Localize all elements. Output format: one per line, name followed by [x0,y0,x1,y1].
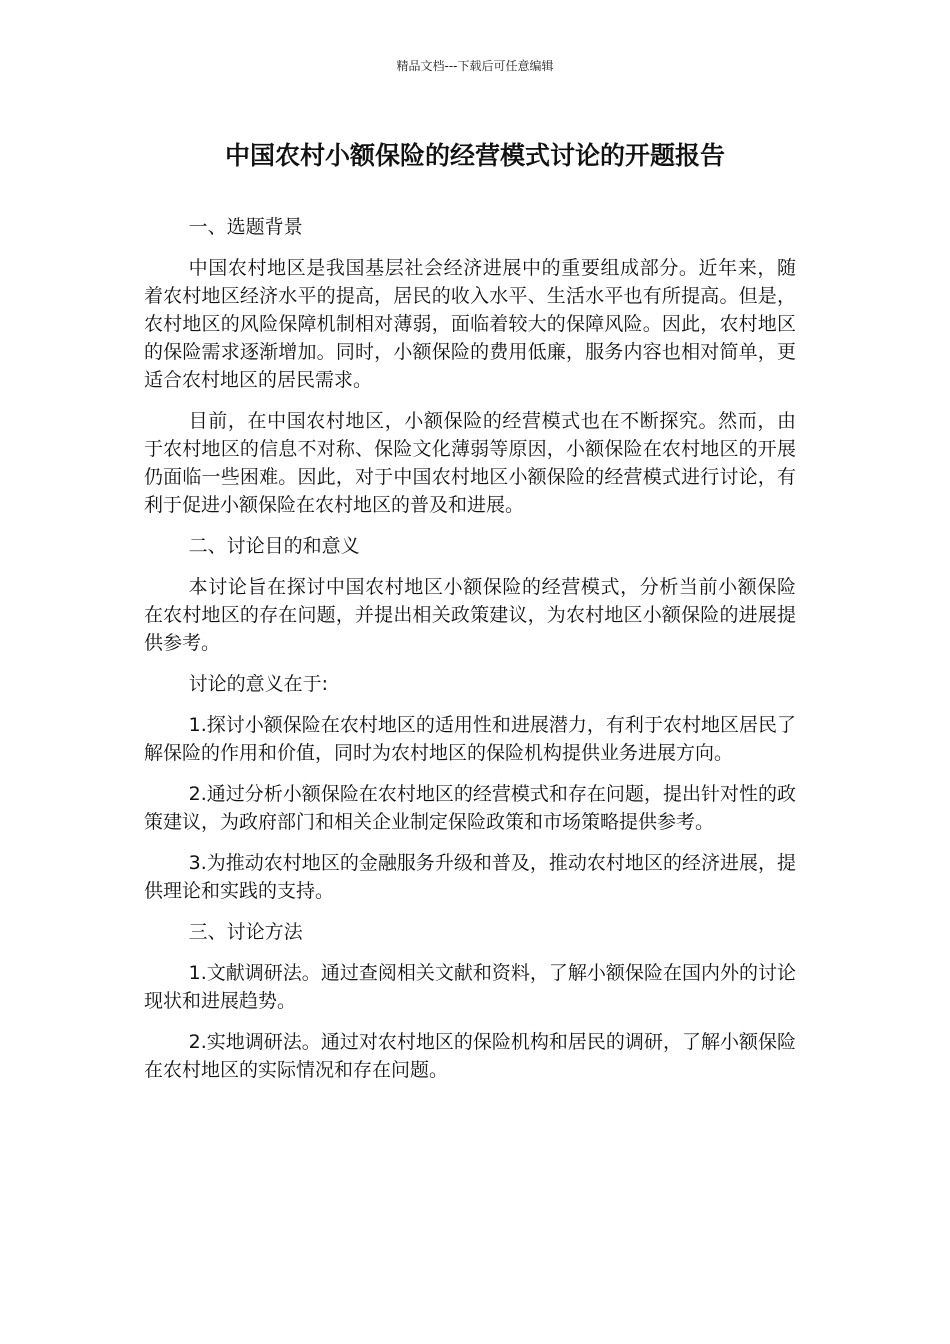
paragraph: 中国农村地区是我国基层社会经济进展中的重要组成部分。近年来，随着农村地区经济水平的提高，居民的收入水平、生活水平也有所提高。但是，农村地区的风险保障机制相对薄弱，面临着较大的保障风险。因此，农村地区的保险需求逐渐增加。同时，小额保险的费用低廉，服务内容也相对简单，更适合农村地区的居民需求。 [144,257,796,391]
document-body [144,213,796,1097]
document-title: 中国农村小额保险的经营模式讨论的开题报告 [224,141,725,170]
page-header-note: 精品文档---下载后可任意编辑 [396,59,554,73]
section-heading-method: 三、讨论方法 [188,921,303,943]
paragraph: 本讨论旨在探讨中国农村地区小额保险的经营模式，分析当前小额保险在农村地区的存在问题，并提出相关政策建议，为农村地区小额保险的进展提供参考。 [144,576,796,654]
section-heading-background: 一、选题背景 [188,216,303,238]
paragraph: 目前，在中国农村地区，小额保险的经营模式也在不断探究。然而，由于农村地区的信息不对称、保险文化薄弱等原因，小额保险在农村地区的开展仍面临一些困难。因此，对于中国农村地区小额保险的经营模式进行讨论，有利于促进小额保险在农村地区的普及和进展。 [144,410,796,516]
list-item: 2.通过分析小额保险在农村地区的经营模式和存在问题，提出针对性的政策建议，为政府部门和相关企业制定保险政策和市场策略提供参考。 [144,783,796,833]
list-item: 3.为推动农村地区的金融服务升级和普及，推动农村地区的经济进展，提供理论和实践的支持。 [144,852,796,902]
section-heading-purpose: 二、讨论目的和意义 [188,535,360,557]
list-item: 2.实地调研法。通过对农村地区的保险机构和居民的调研，了解小额保险在农村地区的实际情况和存在问题。 [144,1031,796,1081]
paragraph: 讨论的意义在于: [188,673,329,695]
list-item: 1.文献调研法。通过查阅相关文献和资料，了解小额保险在国内外的讨论现状和进展趋势。 [144,962,796,1012]
list-item: 1.探讨小额保险在农村地区的适用性和进展潜力，有利于农村地区居民了解保险的作用和价值，同时为农村地区的保险机构提供业务进展方向。 [144,714,796,764]
